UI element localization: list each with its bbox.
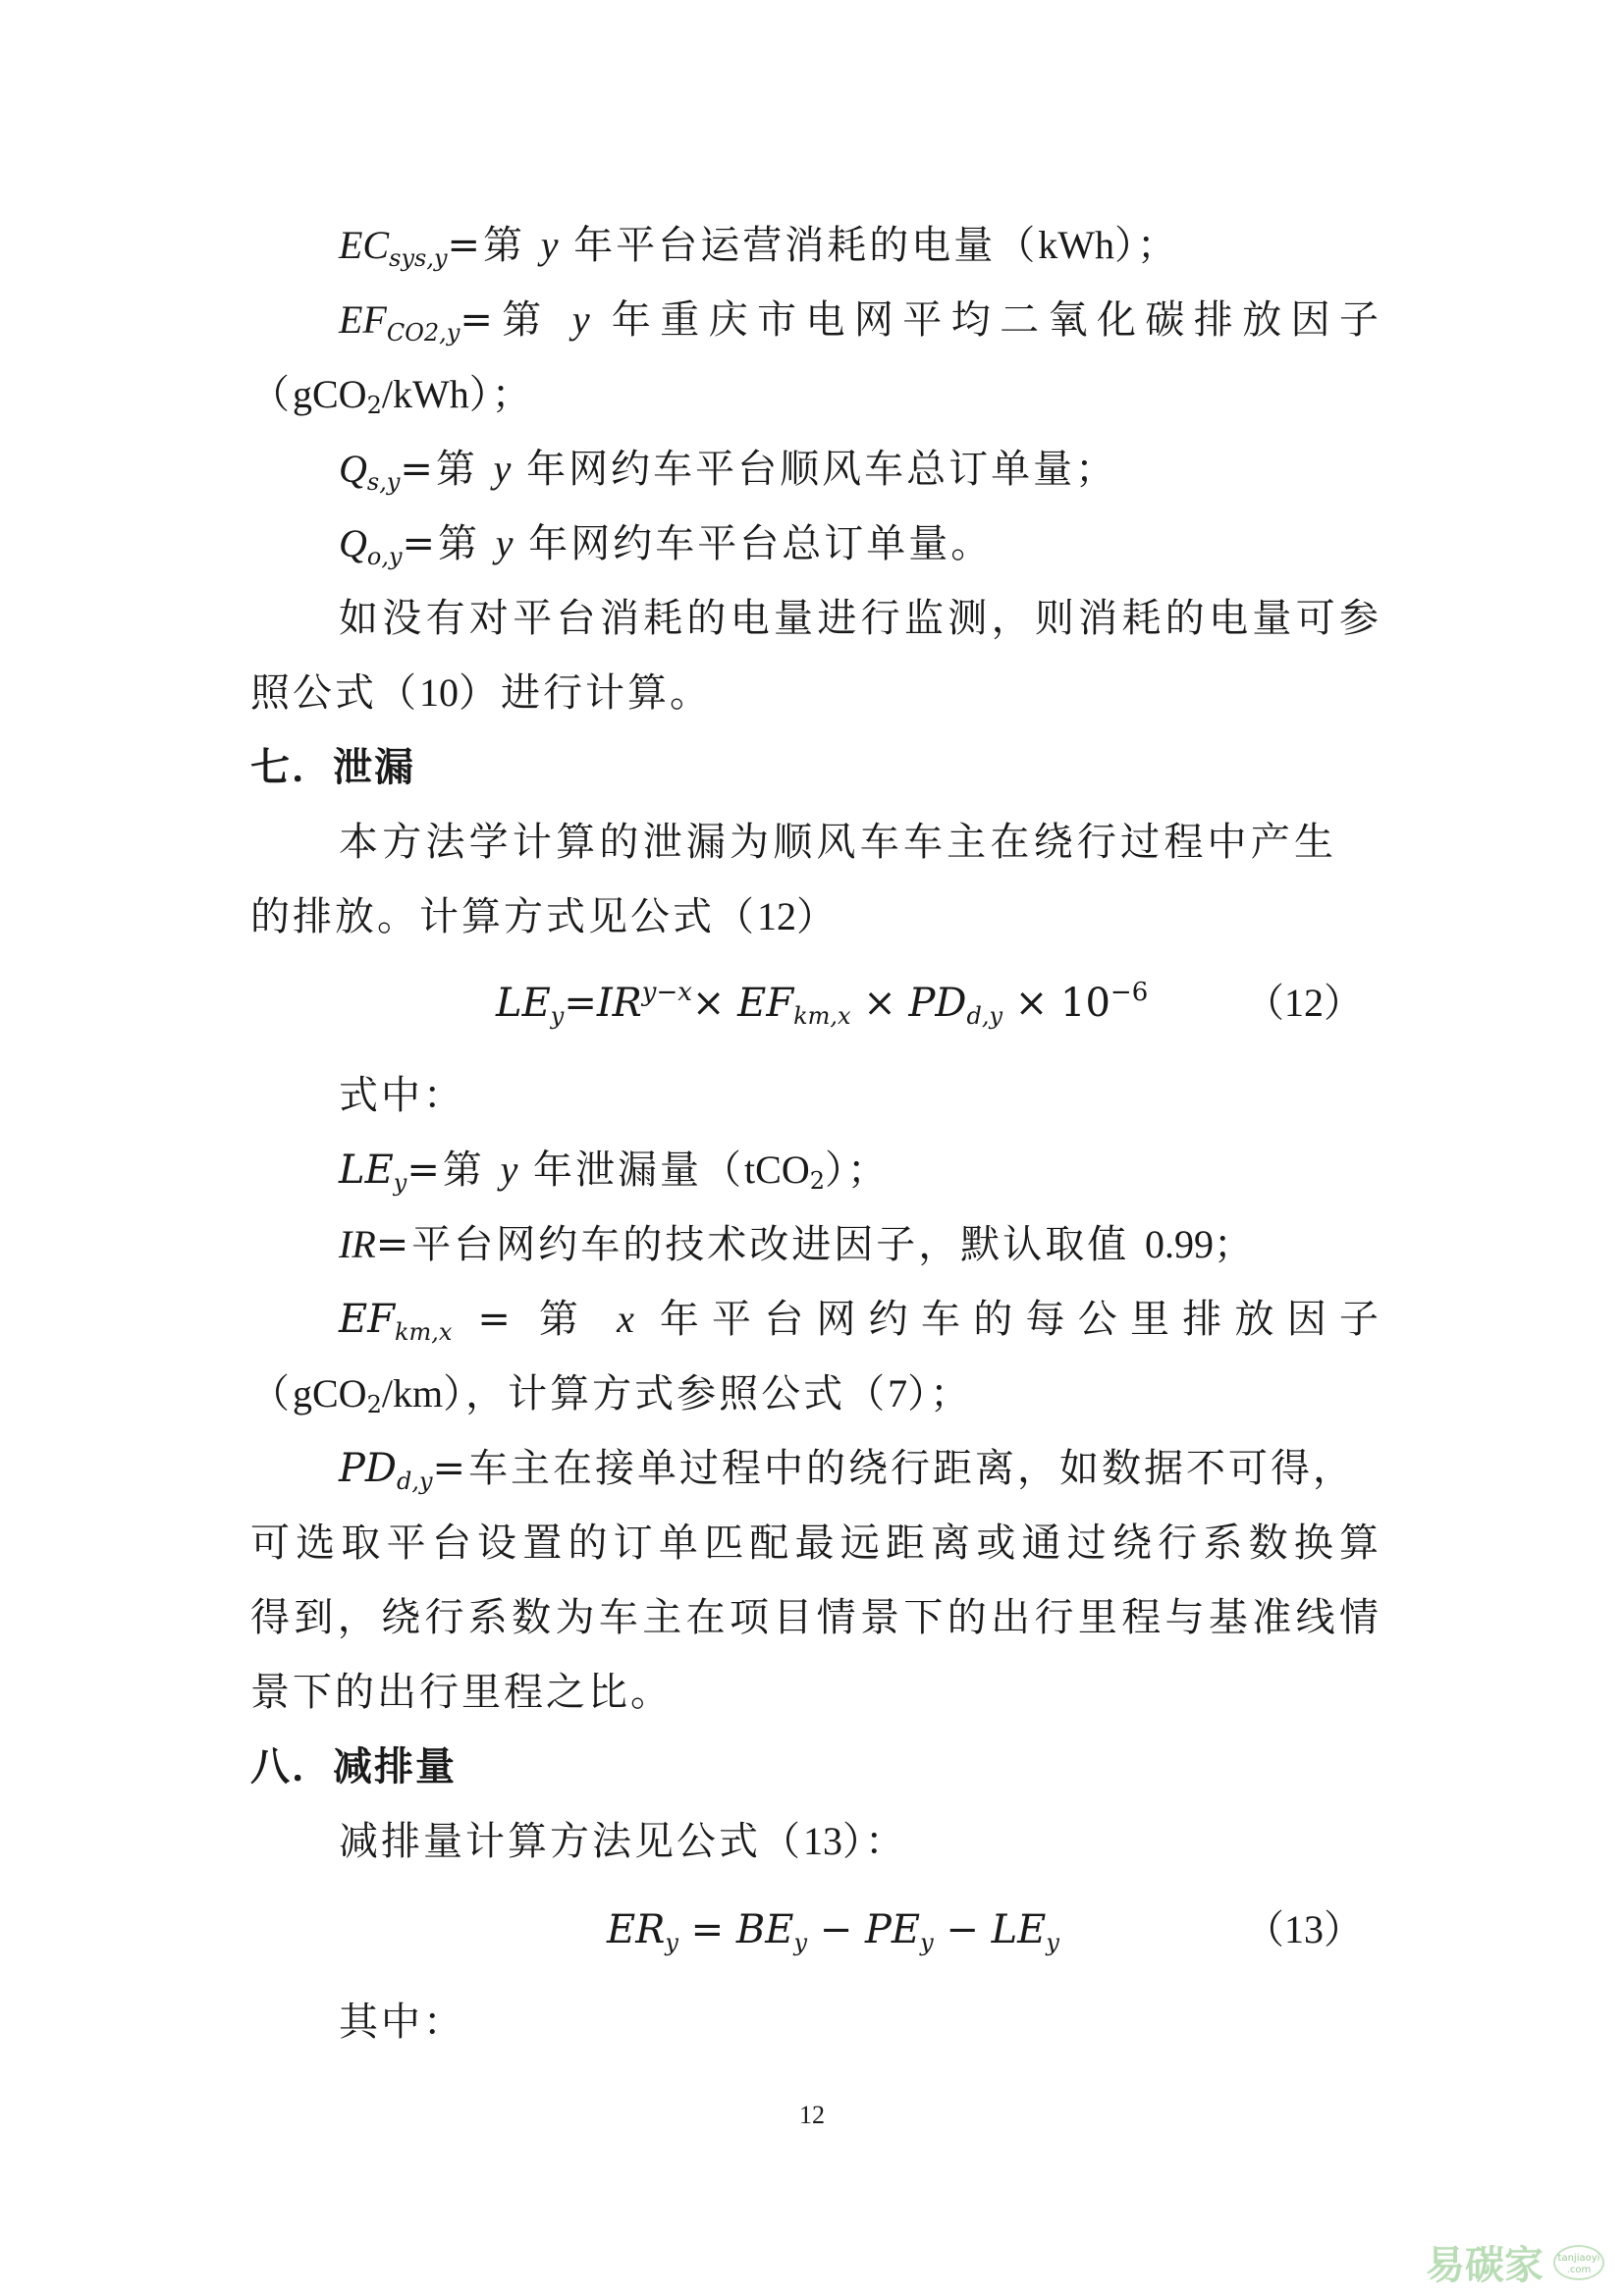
page-number: 12: [799, 2101, 825, 2129]
var-ec-definition: $EC_{sys,y}=$第 y 年平台运营消耗的电量（kWh）；: [339, 223, 1179, 272]
paragraph-line: 得到，绕行系数为车主在项目情景下的出行里程与基准线情: [250, 1595, 1381, 1640]
var-ir-definition: IR=平台网约车的技术改进因子，默认取值 0.99；: [339, 1222, 1256, 1267]
section-heading-emission-reduction: 八．减排量: [250, 1744, 457, 1789]
paragraph-line: 可选取平台设置的订单匹配最远距离或通过绕行系数换算: [250, 1521, 1381, 1566]
equation-13: $ER_y = BE_y - PE_y - LE_y$: [607, 1907, 1059, 1956]
var-le-definition: $LE_y=$第 y 年泄漏量（tCO$_2$）；: [339, 1148, 891, 1197]
paragraph-line: 照公式（10）进行计算。: [250, 670, 712, 716]
section-heading-leakage: 七．泄漏: [250, 745, 415, 790]
var-ef-km-unit: （gCO$_2$/km），计算方式参照公式（7）；: [250, 1371, 973, 1418]
var-qs-definition: $Q_{s,y}=$第 y 年网约车平台顺风车总订单量；: [339, 447, 1118, 496]
equation-12: $LE_y=IR^{y-x}\times EF_{km,x} \times PD_{d,y} \times 10^{-6}$: [496, 978, 1149, 1030]
equation-number: （13）: [1245, 1907, 1363, 1951]
var-qo-definition: $Q_{o,y}=$第 y 年网约车平台总订单量。: [339, 521, 994, 570]
var-ef-co2-unit: （gCO$_2$/kWh）；: [250, 372, 534, 419]
watermark-logo-text: 易碳家: [1426, 2243, 1543, 2288]
equation-number: （12）: [1245, 981, 1363, 1025]
paragraph-line: 的排放。计算方式见公式（12）: [250, 894, 839, 939]
watermark-logo: [1426, 2241, 1622, 2290]
paragraph-line: 式中：: [339, 1073, 465, 1118]
paragraph-line: 本方法学计算的泄漏为顺风车车主在绕行过程中产生: [339, 820, 1336, 865]
paragraph-line: 减排量计算方法见公式（13）：: [339, 1819, 907, 1864]
paragraph-line: 景下的出行里程之比。: [250, 1670, 673, 1715]
var-pd-definition: $PD_{d,y}=$车主在接单过程中的绕行距离，如数据不可得，: [339, 1446, 1356, 1495]
var-ef-km-definition: $EF_{km,x}$ = 第 x 年平台网约车的每公里排放因子: [339, 1297, 1382, 1346]
var-ef-co2-definition: $EF_{CO2,y}=$第 y 年重庆市电网平均二氧化碳排放因子: [339, 297, 1382, 347]
watermark-tag: tanjiaoyi .com: [1553, 2245, 1604, 2280]
paragraph-line: 其中：: [339, 2000, 465, 2045]
paragraph-line: 如没有对平台消耗的电量进行监测，则消耗的电量可参: [339, 596, 1381, 641]
